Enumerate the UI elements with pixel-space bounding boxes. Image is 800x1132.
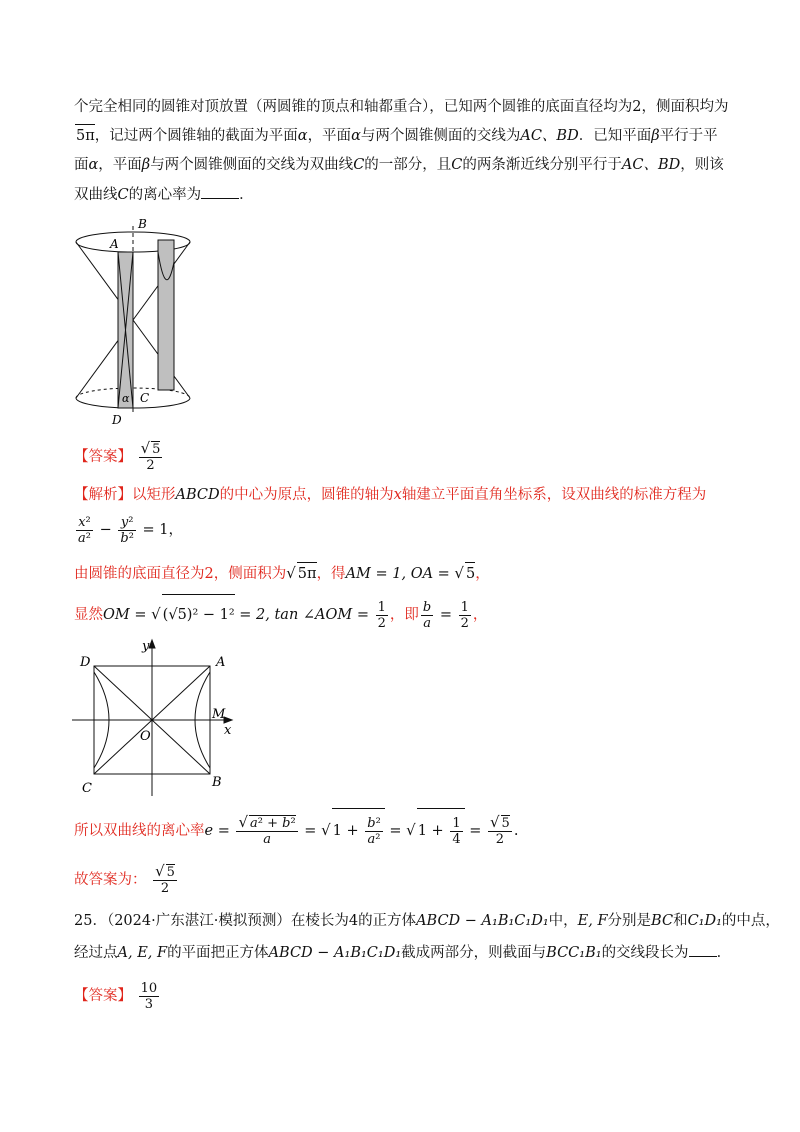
analysis-eccentricity: 所以双曲线的离心率e = $\frac{\text{√ a² + b²}}{a}$ = √ 1 + $\frac{\text{b²}}{\text{a²}}$ = √ 1 + $\frac{1}{4}$ = $\frac{√ 5}{2}$ .	[74, 808, 734, 852]
analysis-line3: 由圆锥的底面直径为2，侧面积为√ 5π，得AM = 1, OA = √ 5，	[74, 562, 734, 585]
fig2-label-x: x	[224, 723, 232, 738]
problem24-line4: 双曲线C的离心率为 ．	[74, 184, 734, 206]
analysis-final: 故答案为： $\frac{√ 5}{2}$	[74, 862, 175, 896]
answer25: 【答案】 $\frac{10}{3}$	[74, 980, 158, 1012]
fig2-label-B: B	[212, 775, 222, 790]
fig2-label-C: C	[82, 781, 92, 796]
fig2-label-y: y	[142, 639, 150, 654]
analysis-equation: $\frac{\text{x²}}{\text{a²}}$ − $\frac{\text{y²}}{\text{b²}}$ = 1，	[78, 514, 183, 546]
analysis-line4: 显然OM = √ (√5)² − 1² = 2, tan ∠AOM = $\frac{1}{2}$ ，即 $\frac{b}{a}$ = $\frac{1}{2}$ ，	[74, 594, 734, 634]
answer-blank-25	[689, 942, 717, 957]
problem24-line3: 面α，平面β与两个圆锥侧面的交线为双曲线C的一部分，且C的两条渐近线分别平行于AC、BD，则该	[74, 157, 724, 173]
fig1-label-alpha: α	[122, 392, 130, 405]
fig1-label-B: B	[138, 217, 147, 231]
fig1-label-D: D	[112, 413, 122, 427]
fig1-label-A: A	[110, 237, 119, 251]
fig2-label-A: A	[216, 655, 226, 670]
fig2-label-D: D	[80, 655, 91, 670]
problem24-line2: 5π，记过两个圆锥轴的截面为平面α，平面α与两个圆锥侧面的交线为AC、BD．已知平面β平行于平	[74, 124, 734, 147]
problem25-line1: 25．（2024·广东湛江·模拟预测）在棱长为4的正方体ABCD − A₁B₁C₁D₁中，E, F分别是BC和C₁D₁的中点，	[74, 913, 780, 929]
answer-blank	[201, 184, 239, 199]
problem24-line1: 个完全相同的圆锥对顶放置（两圆锥的顶点和轴都重合），已知两个圆锥的底面直径均为2，侧面积均为	[74, 99, 729, 115]
double-cone-figure	[70, 212, 210, 430]
fig2-label-O: O	[140, 729, 151, 744]
analysis-line1: 【解析】以矩形ABCD的中心为原点，圆锥的轴为x轴建立平面直角坐标系，设双曲线的标准方程为	[74, 487, 707, 503]
fig1-label-C: C	[140, 391, 150, 405]
hyperbola-figure	[72, 636, 242, 798]
problem25-line2: 经过点A, E, F的平面把正方体ABCD − A₁B₁C₁D₁截成两部分，则截面与BCC₁B₁的交线段长为 ．	[74, 942, 734, 964]
sqrt-5pi: 5π	[75, 124, 95, 147]
fig2-label-M: M	[212, 707, 226, 722]
answer24: 【答案】 $\frac{√ 5}{2}$	[74, 439, 161, 473]
